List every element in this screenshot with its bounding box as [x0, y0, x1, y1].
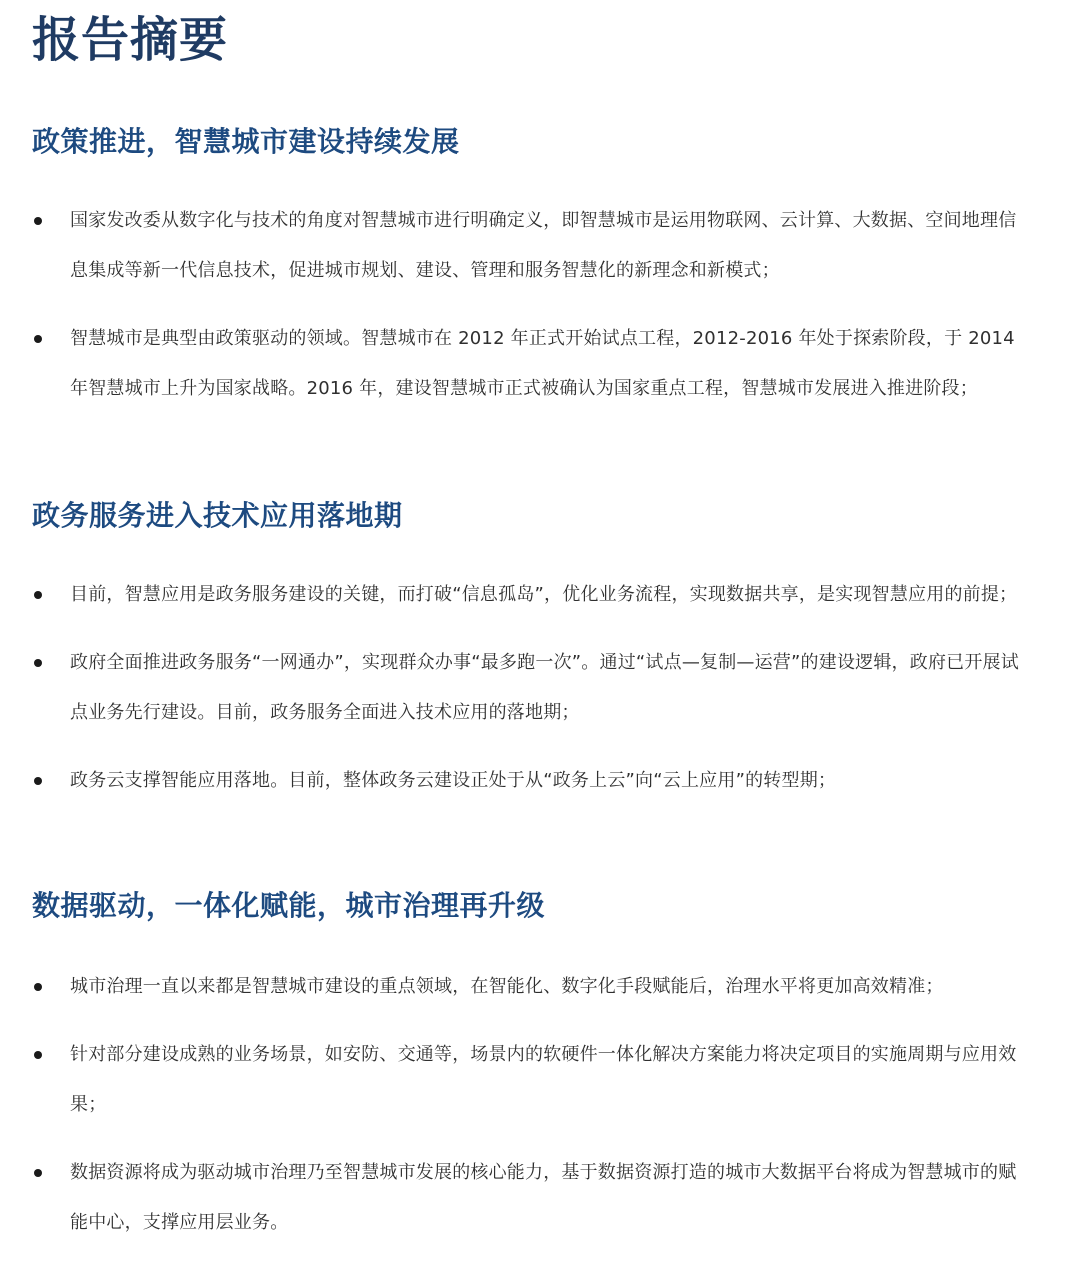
bullet-list — [32, 962, 1032, 1248]
list-item — [32, 314, 1032, 414]
bullet-text: 国家发改委从数字化与技术的角度对智慧城市进行明确定义，即智慧城市是运用物联网、云计算、大数据、空间地理信息集成等新一代信息技术，促进城市规划、建设、管理和服务智慧化的新理念和新模式； — [70, 210, 1017, 281]
section-data-driven-governance — [32, 886, 1032, 1248]
bullet-dot-icon — [34, 1169, 42, 1177]
section-government-services — [32, 496, 1032, 806]
list-item — [32, 638, 1032, 738]
list-item — [32, 1148, 1032, 1248]
bullet-dot-icon — [34, 777, 42, 785]
bullet-dot-icon — [34, 217, 42, 225]
list-item — [32, 196, 1032, 296]
bullet-text: 城市治理一直以来都是智慧城市建设的重点领域，在智能化、数字化手段赋能后，治理水平将更加高效精准； — [70, 976, 944, 997]
bullet-text: 政务云支撑智能应用落地。目前，整体政务云建设正处于从“政务上云”向“云上应用”的转型期； — [70, 770, 837, 791]
bullet-dot-icon — [34, 1051, 42, 1059]
bullet-text: 政府全面推进政务服务“一网通办”，实现群众办事“最多跑一次”。通过“试点—复制—运营”的建设逻辑，政府已开展试点业务先行建设。目前，政务服务全面进入技术应用的落地期； — [70, 652, 1019, 723]
page-title: 报告摘要 — [32, 12, 229, 68]
list-item — [32, 962, 1032, 1012]
bullet-dot-icon — [34, 983, 42, 991]
bullet-dot-icon — [34, 659, 42, 667]
section-heading: 政务服务进入技术应用落地期 — [32, 499, 403, 532]
bullet-list — [32, 570, 1032, 806]
bullet-list — [32, 196, 1032, 414]
section-heading: 政策推进，智慧城市建设持续发展 — [32, 125, 460, 158]
list-item — [32, 756, 1032, 806]
bullet-dot-icon — [34, 591, 42, 599]
section-policy — [32, 122, 1032, 414]
bullet-text: 数据资源将成为驱动城市治理乃至智慧城市发展的核心能力，基于数据资源打造的城市大数据平台将成为智慧城市的赋能中心，支撑应用层业务。 — [70, 1162, 1017, 1233]
bullet-text: 针对部分建设成熟的业务场景，如安防、交通等，场景内的软硬件一体化解决方案能力将决定项目的实施周期与应用效果； — [70, 1044, 1017, 1115]
list-item — [32, 1030, 1032, 1130]
bullet-text: 目前，智慧应用是政务服务建设的关键，而打破“信息孤岛”，优化业务流程，实现数据共享，是实现智慧应用的前提； — [70, 584, 1018, 605]
section-heading: 数据驱动，一体化赋能，城市治理再升级 — [32, 889, 546, 922]
bullet-text: 智慧城市是典型由政策驱动的领域。智慧城市在 2012 年正式开始试点工程，2012-2016 年处于探索阶段，于 2014 年智慧城市上升为国家战略。2016 年，建设智慧城市正式被确认为国家重点工程，智慧城市发展进入推进阶段； — [70, 328, 1015, 399]
bullet-dot-icon — [34, 335, 42, 343]
list-item — [32, 570, 1032, 620]
